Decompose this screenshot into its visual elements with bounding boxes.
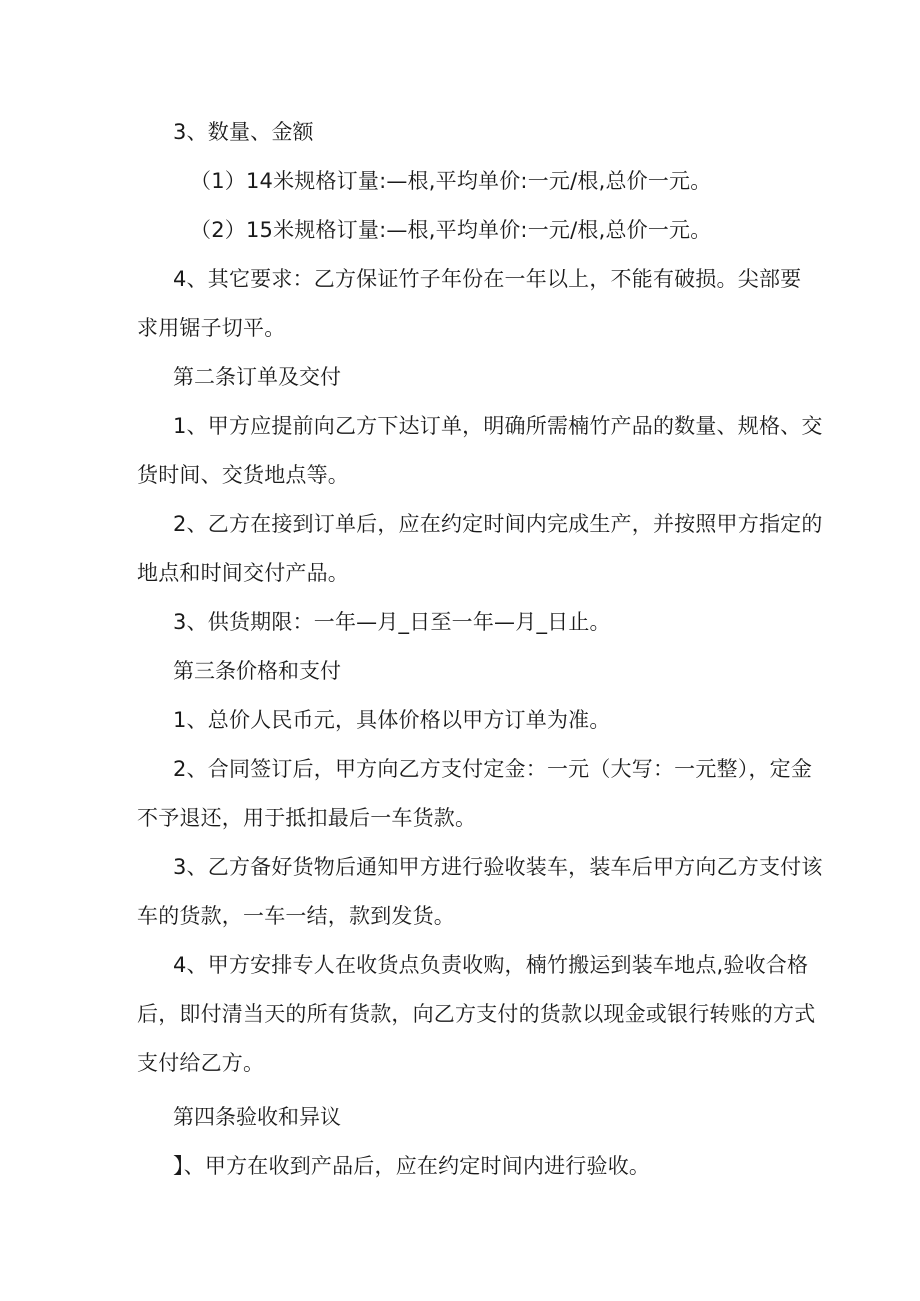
article-3-clause-1: 1、总价人民币元，具体价格以甲方订单为准。 [173, 708, 611, 732]
article-3-clause-3: 3、乙方备好货物后通知甲方进行验收装车，装车后甲方向乙方支付该 [173, 855, 823, 879]
item-15m-spec: （2）15米规格订量:—根,平均单价:一元/根,总价一元。 [190, 218, 712, 242]
article-4-clause-1: 】、甲方在收到产品后，应在约定时间内进行验收。 [173, 1154, 651, 1178]
article-3-clause-2-cont: 不予退还，用于抵扣最后一车货款。 [137, 806, 477, 830]
other-requirements: 4、其它要求：乙方保证竹子年份在一年以上，不能有破损。尖部要 [173, 267, 802, 291]
article-2-heading: 第二条订单及交付 [173, 365, 341, 389]
article-3-clause-3-cont: 车的货款，一车一结，款到发货。 [137, 904, 455, 928]
article-2-clause-1: 1、甲方应提前向乙方下达订单，明确所需楠竹产品的数量、规格、交 [173, 414, 823, 438]
article-2-clause-3: 3、供货期限：一年—月_日至一年—月_日止。 [173, 610, 611, 634]
article-2-clause-2: 2、乙方在接到订单后，应在约定时间内完成生产，并按照甲方指定的 [173, 512, 823, 536]
article-4-heading: 第四条验收和异议 [173, 1105, 341, 1129]
article-3-heading: 第三条价格和支付 [173, 659, 341, 683]
article-2-clause-2-cont: 地点和时间交付产品。 [137, 561, 349, 585]
article-3-clause-2: 2、合同签订后，甲方向乙方支付定金：一元（大写：一元整），定金 [173, 757, 813, 781]
article-3-clause-4-cont-2: 支付给乙方。 [137, 1051, 265, 1075]
other-requirements-cont: 求用锯子切平。 [137, 316, 286, 340]
article-3-clause-4-cont: 后，即付清当天的所有货款，向乙方支付的货款以现金或银行转账的方式 [137, 1002, 816, 1026]
article-3-clause-4: 4、甲方安排专人在收货点负责收购，楠竹搬运到装车地点,验收合格 [173, 953, 809, 977]
article-2-clause-1-cont: 货时间、交货地点等。 [137, 463, 349, 487]
section-quantity-amount: 3、数量、金额 [173, 120, 314, 144]
item-14m-spec: （1）14米规格订量:—根,平均单价:一元/根,总价一元。 [190, 169, 712, 193]
